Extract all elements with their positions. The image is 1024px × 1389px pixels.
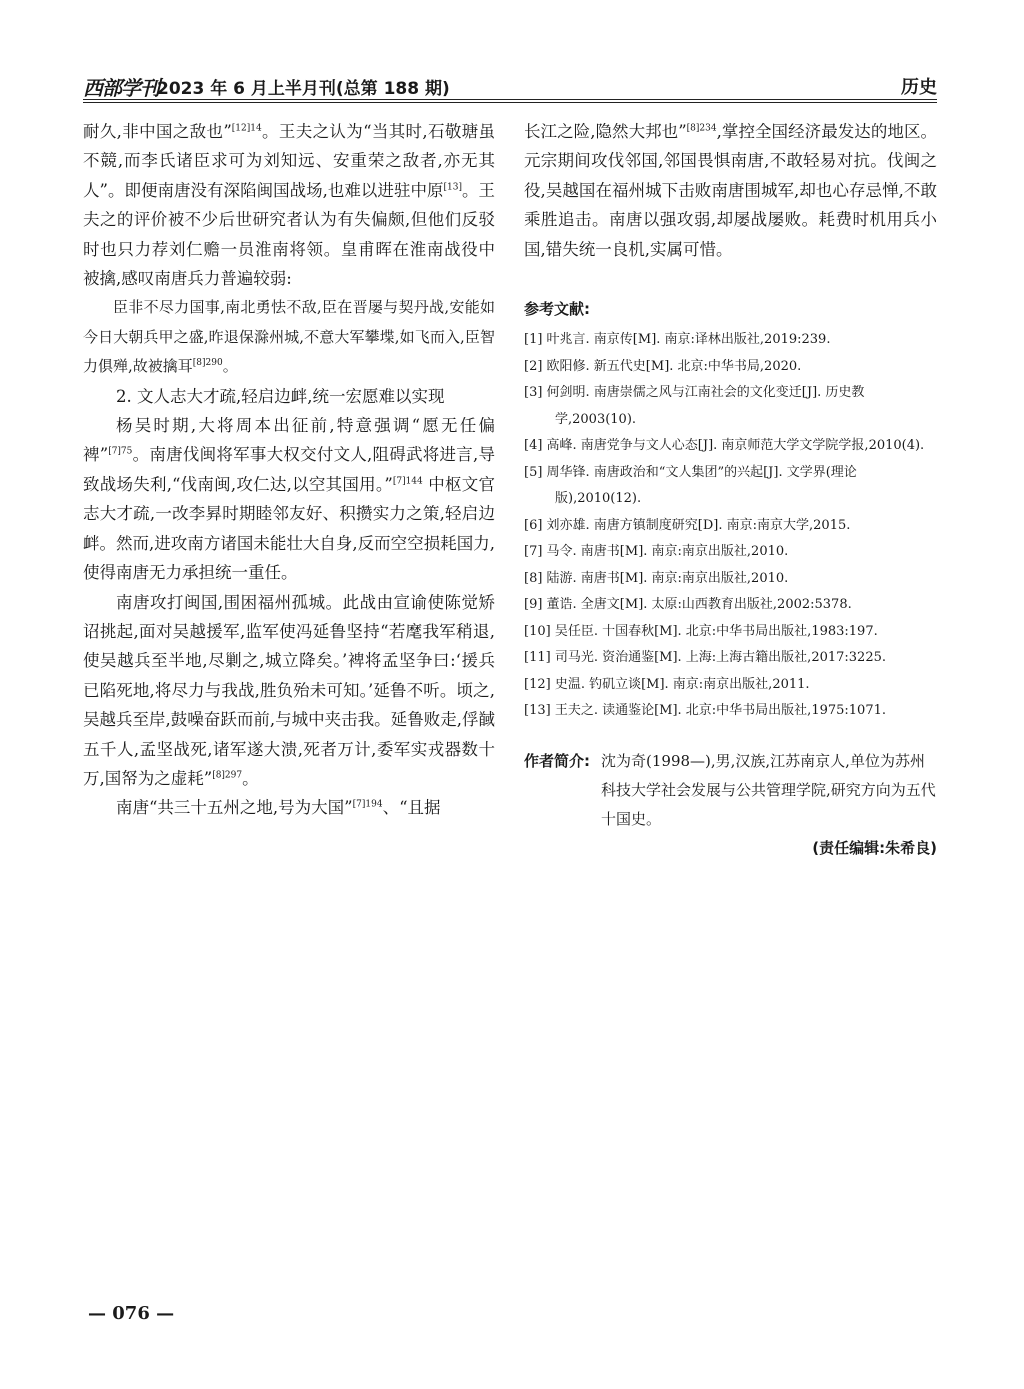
editor-credit: (责任编辑:朱希良) xyxy=(812,838,937,857)
citation: [7]194 xyxy=(352,799,383,810)
citation: [13] xyxy=(443,182,462,193)
citation: [8]234 xyxy=(686,123,717,134)
citation: [7]144 xyxy=(392,476,423,487)
page-header xyxy=(83,66,937,100)
citation: [8]290 xyxy=(192,358,223,369)
left-column xyxy=(83,117,495,823)
paragraph: 南唐攻打闽国,围困福州孤城。此战由宣谕使陈觉矫诏挑起,面对吴越援军,监军使冯延鲁坚持“若麾我军稍退,使吴越兵至半地,尽剿之,城立降矣。’裨将孟坚争曰:‘援兵已陷死地,将尽力与我战,胜负殆未可知。’延鲁不听。顷之,吴越兵至岸,鼓噪奋跃而前,与城中夹击我。延鲁败走,俘馘五千人,孟坚战死,诸军遂大溃,死者万计,委军实戎器数十万,国帑为之虚耗”$^{[8]297}$。 xyxy=(83,592,495,788)
reference-item: [4] 高峰. 南唐党争与文人心态[J]. 南京师范大学文学院学报,2010(4). xyxy=(524,438,925,454)
section-title: 历史 xyxy=(901,77,937,98)
block-quote: 臣非不尽力国事,南北勇怯不敌,臣在晋屡与契丹战,安能如今日大朝兵甲之盛,昨退保滁州城,不意大军攀堞,如飞而入,臣智力俱殚,故被擒耳$^{[8]290}$。 xyxy=(83,298,495,376)
reference-item: [11] 司马光. 资治通鉴[M]. 上海:上海古籍出版社,2017:3225. xyxy=(524,650,886,666)
header-rule xyxy=(83,99,937,100)
right-column xyxy=(524,117,937,863)
author-text: 沈为奇(1998—),男,汉族,江苏南京人,单位为苏州科技大学社会发展与公共管理学院,研究方向为五代十国史。 xyxy=(601,751,936,828)
author-bio xyxy=(524,747,937,834)
reference-item: [10] 吴任臣. 十国春秋[M]. 北京:中华书局出版社,1983:197. xyxy=(524,623,878,639)
journal-logo: 西部学刊 xyxy=(83,76,159,100)
reference-item: [2] 欧阳修. 新五代史[M]. 北京:中华书局,2020. xyxy=(524,358,802,374)
citation: [8]297 xyxy=(212,770,243,781)
header-rule-secondary xyxy=(83,102,937,103)
paragraph: 长江之险,隐然大邦也”$^{[8]234}$,掌控全国经济最发达的地区。元宗期间攻伐邻国,邻国畏惧南唐,不敢轻易对抗。伐闽之役,吴越国在福州城下击败南唐围城军,却也心存忌惮,不敢乘胜追击。南唐以强攻弱,却屡战屡败。耗费时机用兵小国,错失统一良机,实属可惜。 xyxy=(524,122,937,259)
citation: [12]14 xyxy=(231,123,262,134)
reference-item: [7] 马令. 南唐书[M]. 南京:南京出版社,2010. xyxy=(524,544,789,560)
references-title: 参考文献: xyxy=(524,300,590,319)
paragraph: 杨吴时期,大将周本出征前,特意强调“愿无任偏裨”$^{[7]75}$。南唐伐闽将军事大权交付文人,阻碍武将进言,导致战场失利,“伐南闽,攻仁达,以空其国用。”$^{[7]144}$ 中枢文官志大才疏,一改李昪时期睦邻友好、积攒实力之策,轻启边衅。然而,进攻南方诸国未能壮大自身,反而空空损耗国力,使得南唐无力承担统一重任。 xyxy=(83,416,496,583)
reference-item: [8] 陆游. 南唐书[M]. 南京:南京出版社,2010. xyxy=(524,570,789,586)
citation: [7]75 xyxy=(108,446,133,457)
paragraph: 南唐“共三十五州之地,号为大国”$^{[7]194}$、“且据 xyxy=(116,798,441,818)
section-heading: 2. 文人志大才疏,轻启边衅,统一宏愿难以实现 xyxy=(116,386,445,406)
reference-item: [6] 刘亦雄. 南唐方镇制度研究[D]. 南京:南京大学,2015. xyxy=(524,517,851,533)
reference-item: [1] 叶兆言. 南京传[M]. 南京:译林出版社,2019:239. xyxy=(524,332,831,348)
reference-item: [9] 董诰. 全唐文[M]. 太原:山西教育出版社,2002:5378. xyxy=(524,597,852,613)
reference-item: [5] 周华锋. 南唐政治和“文人集团”的兴起[J]. 文学界(理论版),2010(12). xyxy=(524,464,857,507)
reference-item: [13] 王夫之. 读通鉴论[M]. 北京:中华书局出版社,1975:1071. xyxy=(524,703,886,719)
author-label: 作者简介: xyxy=(524,751,590,770)
reference-list xyxy=(524,327,937,725)
reference-item: [12] 史温. 钓矶立谈[M]. 南京:南京出版社,2011. xyxy=(524,676,810,692)
page-number: — 076 — xyxy=(88,1303,175,1324)
paragraph: 耐久,非中国之敌也”$^{[12]14}$。王夫之认为“当其时,石敬瑭虽不競,而李氏诸臣求可为刘知远、安重荣之敌者,亦无其人”。即便南唐没有深陷闽国战场,也难以进驻中原[13]。王夫之的评价被不少后世研究者认为有失偏颇,但他们反驳时也只力荐刘仁赡一员淮南将领。皇甫晖在淮南战役中被擒,感叹南唐兵力普遍较弱: xyxy=(83,122,496,289)
issue-info: 2023 年 6 月上半月刊(总第 188 期) xyxy=(157,79,450,99)
reference-item: [3] 何剑明. 南唐崇儒之风与江南社会的文化变迁[J]. 历史教学,2003(10). xyxy=(524,385,865,427)
